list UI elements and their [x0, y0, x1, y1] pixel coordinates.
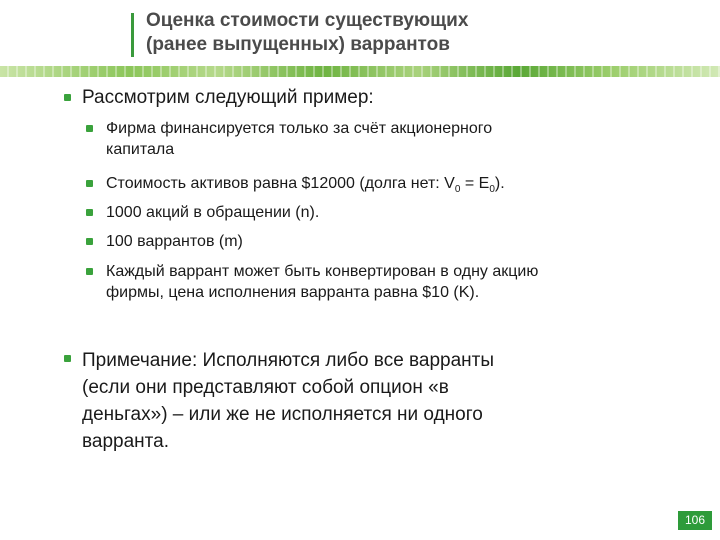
list-item-line-2: капитала — [106, 141, 175, 158]
slide-title-line-1: Оценка стоимости существующих — [146, 10, 469, 31]
slide-title-line-2: (ранее выпущенных) варрантов — [146, 34, 450, 55]
bullet-icon — [64, 355, 71, 362]
note-text — [82, 347, 682, 455]
list-item: 1000 акций в обращении (n). — [106, 204, 320, 221]
note-line-4: варранта. — [82, 431, 169, 452]
bullet-icon — [86, 209, 93, 216]
bullet-icon — [86, 238, 93, 245]
list-item-text-prefix: Стоимость активов равна $12000 (долга нет: V — [106, 175, 455, 192]
subscript: 0 — [454, 184, 461, 196]
list-item — [106, 173, 706, 194]
list-item-text-suffix: ). — [494, 175, 505, 192]
bullet-icon — [86, 268, 93, 275]
subscript: 0 — [489, 184, 495, 196]
note-line-1: Примечание: Исполняются либо все варранты — [82, 350, 495, 371]
list-item — [106, 261, 706, 303]
list-item-line-1: Фирма финансируется только за счёт акционерного — [106, 120, 493, 137]
bullet-icon — [86, 125, 93, 132]
intro-text: Рассмотрим следующий пример: — [82, 87, 374, 108]
list-item-line-2: фирмы, цена исполнения варранта равна $10 (K). — [106, 284, 480, 301]
bullet-icon — [86, 180, 93, 187]
list-item: 100 варрантов (m) — [106, 233, 243, 250]
list-item-text-mid: = E — [460, 175, 490, 192]
list-item-line-1: Каждый варрант может быть конвертирован в одну акцию — [106, 263, 539, 280]
note-line-2: (если они представляют собой опцион «в — [82, 377, 449, 398]
list-item — [106, 118, 706, 160]
page-number-badge: 106 — [678, 511, 712, 530]
bullet-icon — [64, 94, 71, 101]
note-line-3: деньгах») – или же не исполняется ни одного — [82, 404, 483, 425]
